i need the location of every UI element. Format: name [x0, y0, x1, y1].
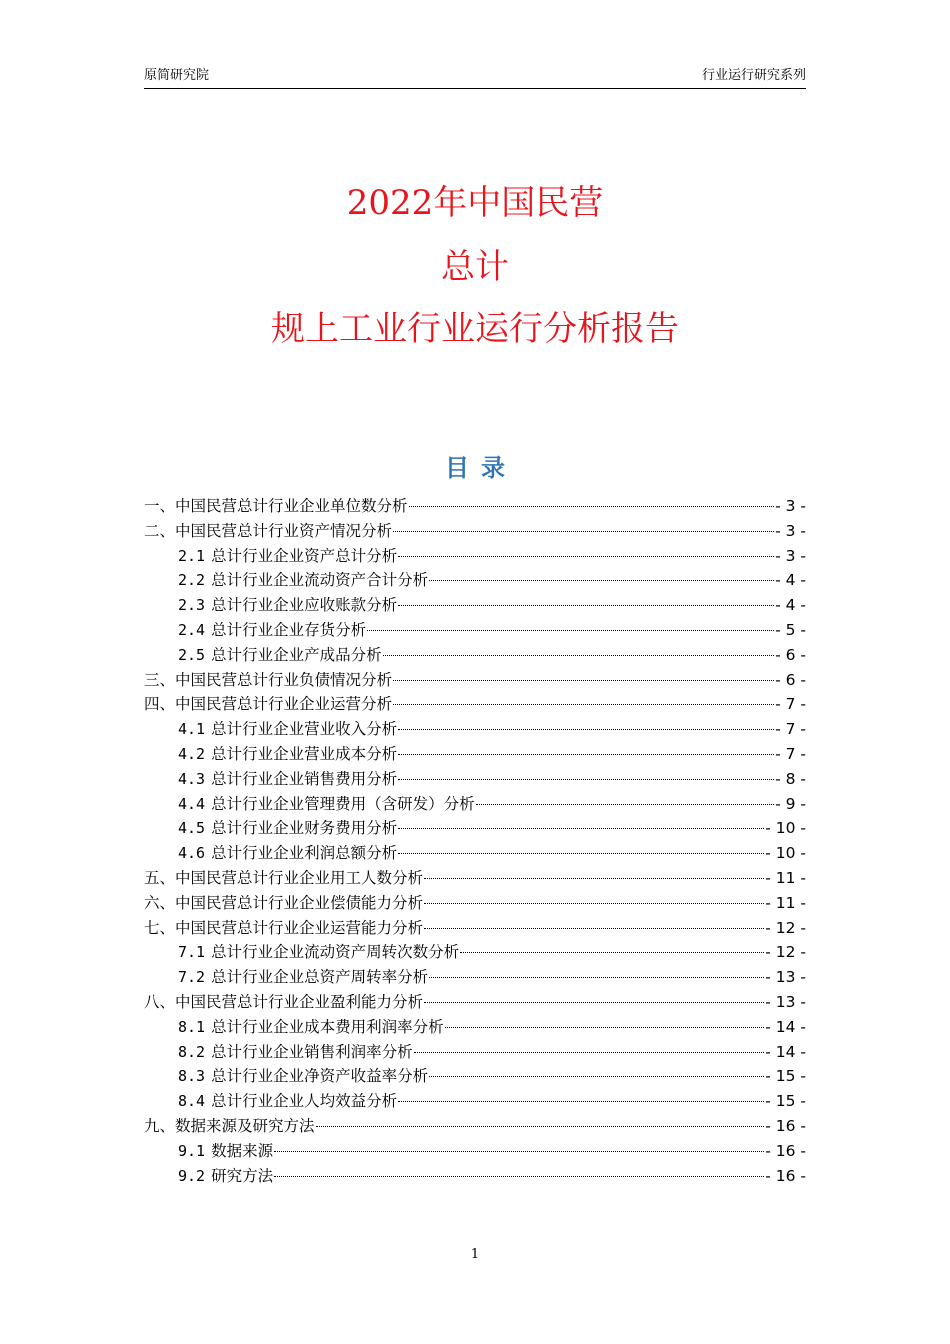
header-publisher: 原简研究院 — [144, 68, 210, 83]
toc-entry-number: 2.2 — [178, 571, 206, 590]
toc-leader-dots — [424, 928, 764, 929]
toc-leader-dots — [429, 1076, 764, 1077]
toc-entry-text: 总计行业企业资产总计分析 — [211, 546, 398, 565]
toc-entry-number: 8.3 — [178, 1067, 206, 1086]
toc-entry-number: 2.5 — [178, 645, 206, 664]
toc-entry-label — [144, 1114, 315, 1139]
toc-entry-page: - 16 - — [765, 1116, 806, 1135]
toc-entry-text: 总计行业企业成本费用利润率分析 — [211, 1017, 444, 1036]
toc-entry[interactable] — [144, 792, 806, 817]
toc-leader-dots — [393, 680, 774, 681]
toc-entry-label — [178, 792, 475, 817]
toc-entry-text: 中国民营总计行业资产情况分析 — [175, 521, 393, 540]
toc-entry[interactable] — [144, 618, 806, 643]
toc-entry-label — [178, 742, 397, 767]
toc-leader-dots — [393, 531, 774, 532]
toc-entry[interactable] — [144, 717, 806, 742]
toc-entry-text: 中国民营总计行业企业运营能力分析 — [175, 918, 424, 937]
toc-entry-label — [144, 668, 392, 693]
toc-leader-dots — [367, 630, 774, 631]
toc-entry-text: 总计行业企业存货分析 — [211, 620, 367, 639]
toc-entry-page: - 11 - — [765, 893, 806, 912]
toc-entry[interactable] — [144, 1040, 806, 1065]
toc-entry[interactable] — [144, 1064, 806, 1089]
toc-entry-text: 中国民营总计行业企业盈利能力分析 — [175, 992, 424, 1011]
toc-entry[interactable] — [144, 916, 806, 941]
toc-entry-text: 总计行业企业营业收入分析 — [211, 720, 398, 739]
toc-entry-text: 总计行业企业财务费用分析 — [211, 819, 398, 838]
toc-entry-number: 八、 — [144, 992, 176, 1011]
toc-entry-page: - 6 - — [775, 645, 806, 664]
toc-entry-page: - 6 - — [775, 670, 806, 689]
toc-entry[interactable] — [144, 940, 806, 965]
toc-entry-label — [178, 643, 382, 668]
toc-entry-page: - 4 - — [775, 571, 806, 590]
toc-entry-label — [178, 940, 459, 965]
toc-leader-dots — [429, 580, 774, 581]
toc-entry-page: - 3 - — [775, 521, 806, 540]
toc-leader-dots — [398, 779, 774, 780]
toc-entry-page: - 10 - — [765, 819, 806, 838]
toc-entry-text: 中国民营总计行业企业运营分析 — [175, 695, 393, 714]
toc-entry-label — [178, 1015, 444, 1040]
toc-entry-label — [178, 816, 397, 841]
table-of-contents — [144, 494, 806, 1188]
toc-entry-label — [144, 866, 423, 891]
toc-entry[interactable] — [144, 692, 806, 717]
toc-entry[interactable] — [144, 767, 806, 792]
toc-entry[interactable] — [144, 1139, 806, 1164]
toc-entry[interactable] — [144, 841, 806, 866]
toc-entry-label — [144, 990, 423, 1015]
toc-entry-number: 4.6 — [178, 844, 206, 863]
toc-entry-label — [178, 544, 397, 569]
toc-entry-number: 六、 — [144, 893, 176, 912]
toc-entry-page: - 16 - — [765, 1166, 806, 1185]
toc-entry-number: 2.3 — [178, 596, 206, 615]
toc-leader-dots — [398, 754, 774, 755]
toc-entry[interactable] — [144, 1114, 806, 1139]
toc-leader-dots — [383, 655, 774, 656]
toc-entry-text: 中国民营总计行业企业偿债能力分析 — [175, 893, 424, 912]
toc-entry-page: - 9 - — [775, 794, 806, 813]
toc-entry-number: 4.4 — [178, 794, 206, 813]
toc-entry-text: 总计行业企业利润总额分析 — [211, 844, 398, 863]
toc-leader-dots — [398, 729, 774, 730]
toc-entry-label — [178, 767, 397, 792]
toc-entry-label — [178, 1064, 428, 1089]
report-title-line-1: 2022年中国民营 — [346, 183, 604, 223]
toc-entry-label — [178, 1139, 273, 1164]
toc-entry-text: 总计行业企业净资产收益率分析 — [211, 1067, 429, 1086]
toc-entry-number: 4.5 — [178, 819, 206, 838]
toc-entry-label — [178, 1040, 413, 1065]
toc-entry-label — [144, 891, 423, 916]
toc-entry-label — [144, 692, 392, 717]
toc-entry[interactable] — [144, 990, 806, 1015]
toc-entry-number: 2.1 — [178, 546, 206, 565]
toc-entry-number: 七、 — [144, 918, 176, 937]
toc-entry-page: - 11 - — [765, 868, 806, 887]
toc-leader-dots — [429, 977, 764, 978]
toc-entry-page: - 12 - — [765, 918, 806, 937]
toc-entry-page: - 10 - — [765, 844, 806, 863]
toc-entry-page: - 14 - — [765, 1042, 806, 1061]
toc-entry[interactable] — [144, 494, 806, 519]
toc-entry[interactable] — [144, 544, 806, 569]
toc-entry-text: 总计行业企业销售费用分析 — [211, 769, 398, 788]
toc-entry-label — [144, 916, 423, 941]
toc-entry-label — [178, 1164, 273, 1189]
toc-leader-dots — [274, 1151, 764, 1152]
toc-entry-number: 9.2 — [178, 1166, 206, 1185]
toc-entry[interactable] — [144, 891, 806, 916]
toc-entry-label — [178, 618, 366, 643]
toc-entry-text: 研究方法 — [211, 1166, 274, 1185]
toc-leader-dots — [393, 704, 774, 705]
toc-entry-label — [178, 1089, 397, 1114]
toc-entry[interactable] — [144, 965, 806, 990]
toc-leader-dots — [316, 1126, 765, 1127]
toc-entry-label — [178, 593, 397, 618]
toc-entry-number: 8.1 — [178, 1017, 206, 1036]
toc-leader-dots — [424, 878, 764, 879]
toc-leader-dots — [424, 903, 764, 904]
toc-entry-text: 总计行业企业产成品分析 — [211, 645, 382, 664]
toc-entry-number: 9.1 — [178, 1141, 206, 1160]
toc-entry-text: 中国民营总计行业企业单位数分析 — [175, 497, 408, 515]
toc-entry[interactable] — [144, 519, 806, 544]
toc-leader-dots — [398, 853, 764, 854]
toc-entry-text: 中国民营总计行业负债情况分析 — [175, 670, 393, 689]
toc-entry-label — [178, 568, 428, 593]
page-header — [144, 66, 806, 89]
toc-entry-page: - 13 - — [765, 992, 806, 1011]
toc-entry-label — [144, 494, 408, 519]
report-title-line-3: 规上工业行业运行分析报告 — [271, 309, 679, 349]
toc-entry-number: 二、 — [144, 521, 176, 540]
toc-entry-number: 2.4 — [178, 620, 206, 639]
toc-entry-text: 总计行业企业管理费用（含研发）分析 — [211, 794, 475, 813]
toc-entry-page: - 15 - — [765, 1067, 806, 1086]
toc-entry-page: - 16 - — [765, 1141, 806, 1160]
toc-entry-text: 总计行业企业人均效益分析 — [211, 1092, 398, 1111]
header-series: 行业运行研究系列 — [701, 68, 806, 83]
toc-entry[interactable] — [144, 742, 806, 767]
toc-entry-number: 一、 — [144, 497, 176, 515]
toc-entry[interactable] — [144, 1015, 806, 1040]
toc-entry-text: 总计行业企业应收账款分析 — [211, 596, 398, 615]
toc-entry-page: - 14 - — [765, 1017, 806, 1036]
toc-entry-text: 中国民营总计行业企业用工人数分析 — [175, 868, 424, 887]
toc-entry-number: 五、 — [144, 868, 176, 887]
toc-leader-dots — [398, 828, 764, 829]
toc-entry-page: - 7 - — [775, 744, 806, 763]
toc-entry[interactable] — [144, 593, 806, 618]
toc-entry[interactable] — [144, 668, 806, 693]
toc-entry-number: 7.1 — [178, 943, 206, 962]
toc-entry-label — [178, 717, 397, 742]
toc-entry-number: 7.2 — [178, 968, 206, 987]
toc-entry-number: 8.4 — [178, 1092, 206, 1111]
toc-entry-text: 总计行业企业流动资产周转次数分析 — [211, 943, 460, 962]
toc-entry-text: 总计行业企业流动资产合计分析 — [211, 571, 429, 590]
toc-entry[interactable] — [144, 1089, 806, 1114]
toc-leader-dots — [414, 1052, 765, 1053]
toc-leader-dots — [274, 1176, 764, 1177]
toc-leader-dots — [476, 804, 774, 805]
toc-entry-text: 总计行业企业销售利润率分析 — [211, 1042, 413, 1061]
toc-entry[interactable] — [144, 1164, 806, 1189]
toc-entry-text: 数据来源及研究方法 — [175, 1116, 315, 1135]
toc-leader-dots — [424, 1002, 764, 1003]
toc-entry-number: 四、 — [144, 695, 176, 714]
toc-entry-page: - 12 - — [765, 943, 806, 962]
toc-entry-number: 九、 — [144, 1116, 176, 1135]
report-title-line-2: 总计 — [441, 247, 509, 287]
toc-heading: 目录 — [445, 454, 517, 482]
toc-entry-page: - 3 - — [775, 497, 806, 515]
toc-leader-dots — [409, 506, 775, 507]
toc-entry-label — [178, 965, 428, 990]
toc-entry-number: 8.2 — [178, 1042, 206, 1061]
toc-entry-text: 数据来源 — [211, 1141, 274, 1160]
toc-entry-page: - 7 - — [775, 695, 806, 714]
toc-entry-number: 4.1 — [178, 720, 206, 739]
toc-entry-page: - 13 - — [765, 968, 806, 987]
toc-entry-page: - 15 - — [765, 1092, 806, 1111]
page-number: 1 — [470, 1247, 480, 1262]
toc-entry[interactable] — [144, 643, 806, 668]
toc-entry-page: - 4 - — [775, 596, 806, 615]
toc-entry-page: - 8 - — [775, 769, 806, 788]
toc-entry-number: 4.2 — [178, 744, 206, 763]
toc-entry-label — [178, 841, 397, 866]
toc-entry-number: 三、 — [144, 670, 176, 689]
toc-leader-dots — [460, 952, 764, 953]
toc-entry-number: 4.3 — [178, 769, 206, 788]
toc-entry[interactable] — [144, 816, 806, 841]
toc-entry-page: - 3 - — [775, 546, 806, 565]
toc-entry-page: - 7 - — [775, 720, 806, 739]
toc-entry[interactable] — [144, 866, 806, 891]
toc-leader-dots — [398, 556, 774, 557]
toc-leader-dots — [445, 1027, 765, 1028]
toc-entry-text: 总计行业企业营业成本分析 — [211, 744, 398, 763]
toc-leader-dots — [398, 1101, 764, 1102]
toc-entry-text: 总计行业企业总资产周转率分析 — [211, 968, 429, 987]
toc-entry-page: - 5 - — [775, 620, 806, 639]
toc-leader-dots — [398, 605, 774, 606]
toc-entry[interactable] — [144, 568, 806, 593]
toc-entry-label — [144, 519, 392, 544]
